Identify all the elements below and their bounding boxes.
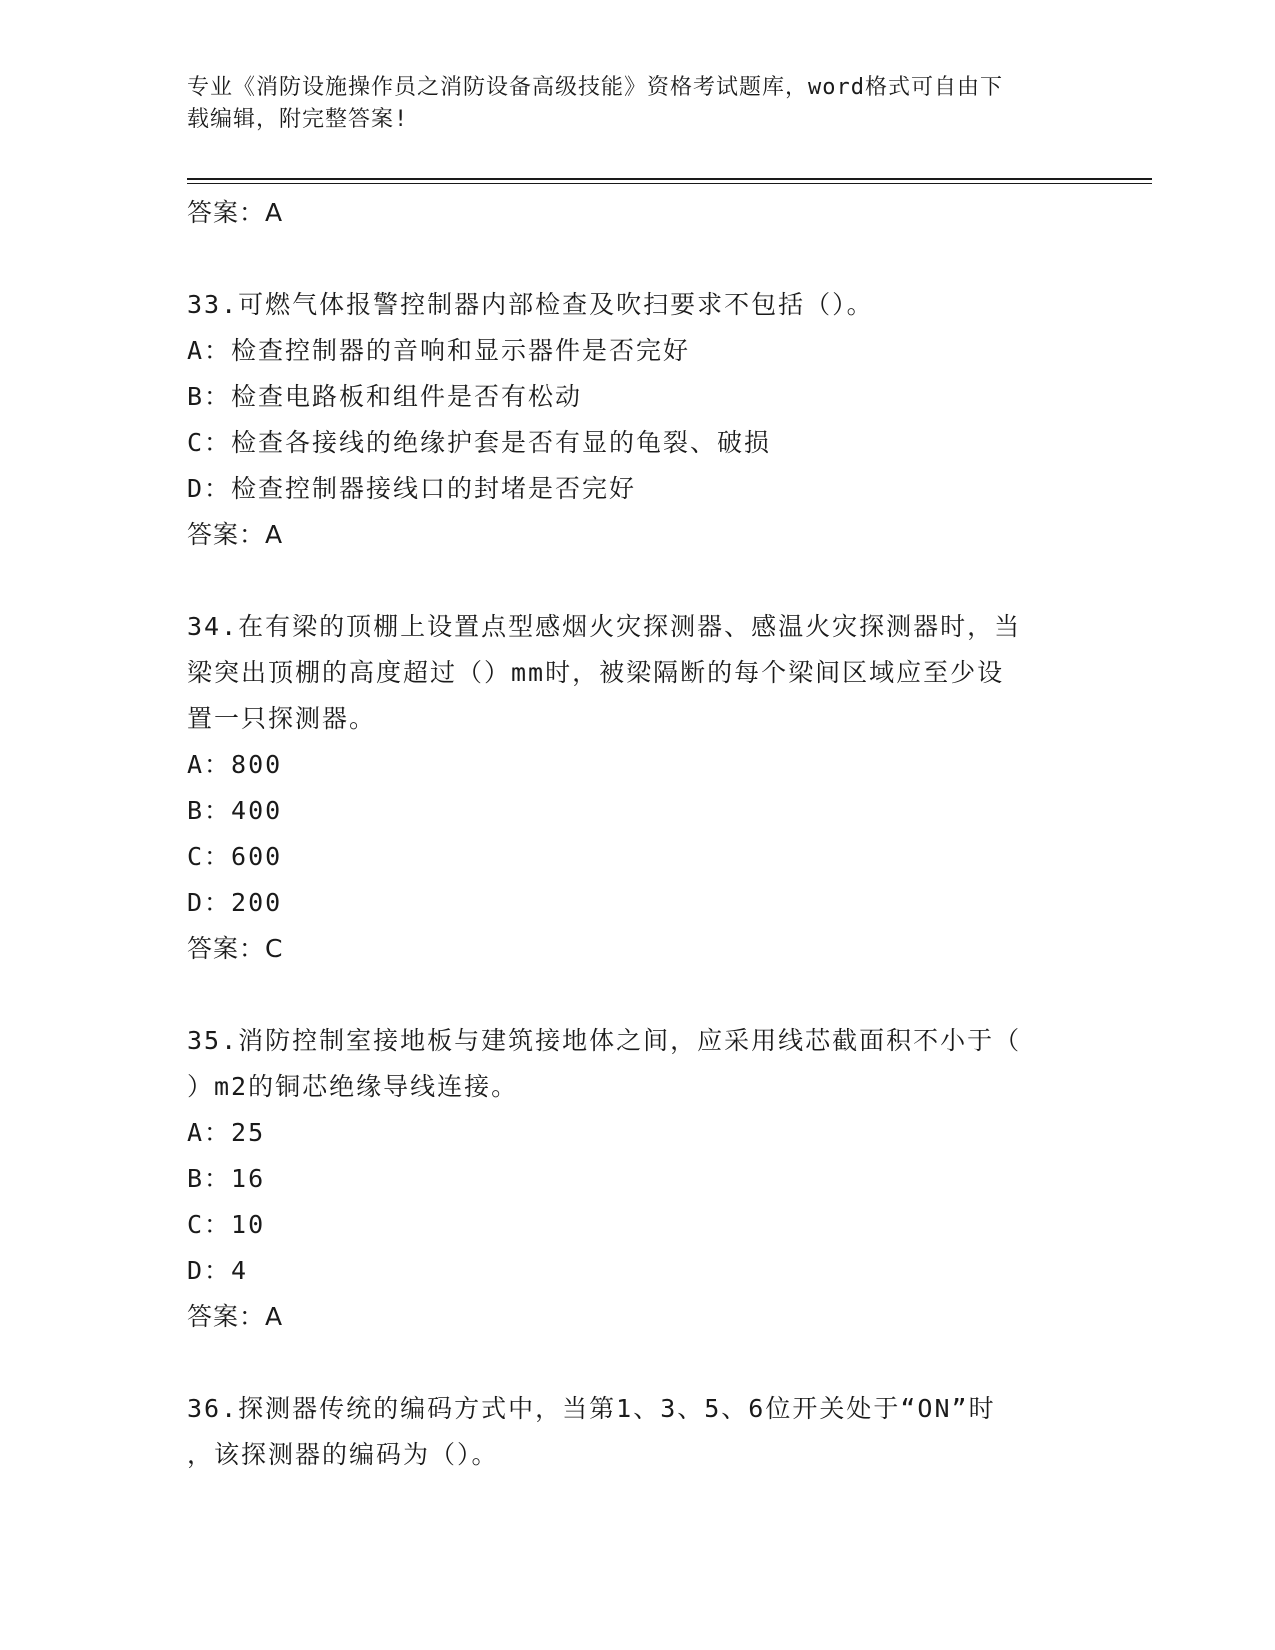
option-c: C：600 [187,842,283,871]
option-b: B：400 [187,796,283,825]
question-stem: 36.探测器传统的编码方式中，当第1、3、5、6位开关处于“ON”时 [187,1394,996,1423]
answer: 答案：C [187,934,284,963]
question-35 [187,1018,1067,1340]
header-rule-thick [187,178,1152,180]
header-line-2: 载编辑，附完整答案! [187,107,409,132]
option-d: D：检查控制器接线口的封堵是否完好 [187,474,637,503]
option-a: A：检查控制器的音响和显示器件是否完好 [187,336,691,365]
previous-answer: 答案：A [187,198,284,227]
header-line-1: 专业《消防设施操作员之消防设备高级技能》资格考试题库，word格式可自由下 [187,75,1003,100]
option-d: D：200 [187,888,283,917]
question-34 [187,604,1067,972]
option-b: B：检查电路板和组件是否有松动 [187,382,583,411]
header-rule-thin [187,183,1152,184]
option-a: A：800 [187,750,283,779]
question-33 [187,282,1067,558]
option-c: C：检查各接线的绝缘护套是否有显的龟裂、破损 [187,428,772,457]
question-stem: 置一只探测器。 [187,704,377,733]
question-stem: 34.在有梁的顶棚上设置点型感烟火灾探测器、感温火灾探测器时，当 [187,612,1022,641]
question-stem: 35.消防控制室接地板与建筑接地体之间，应采用线芯截面积不小于（ [187,1026,1022,1055]
question-36 [187,1386,1067,1478]
question-list [187,190,1067,1478]
question-stem: 梁突出顶棚的高度超过（）mm时，被梁隔断的每个梁间区域应至少设 [187,658,1005,687]
answer: 答案：A [187,1302,284,1331]
option-a: A：25 [187,1118,266,1147]
question-stem: ，该探测器的编码为（）。 [187,1440,499,1469]
option-c: C：10 [187,1210,266,1239]
option-b: B：16 [187,1164,266,1193]
document-page [187,0,1152,1650]
answer: 答案：A [187,520,284,549]
option-d: D：4 [187,1256,249,1285]
question-stem: ）m2的铜芯绝缘导线连接。 [187,1072,519,1101]
question-stem: 33.可燃气体报警控制器内部检查及吹扫要求不包括（）。 [187,290,874,319]
document-header [187,72,1077,136]
